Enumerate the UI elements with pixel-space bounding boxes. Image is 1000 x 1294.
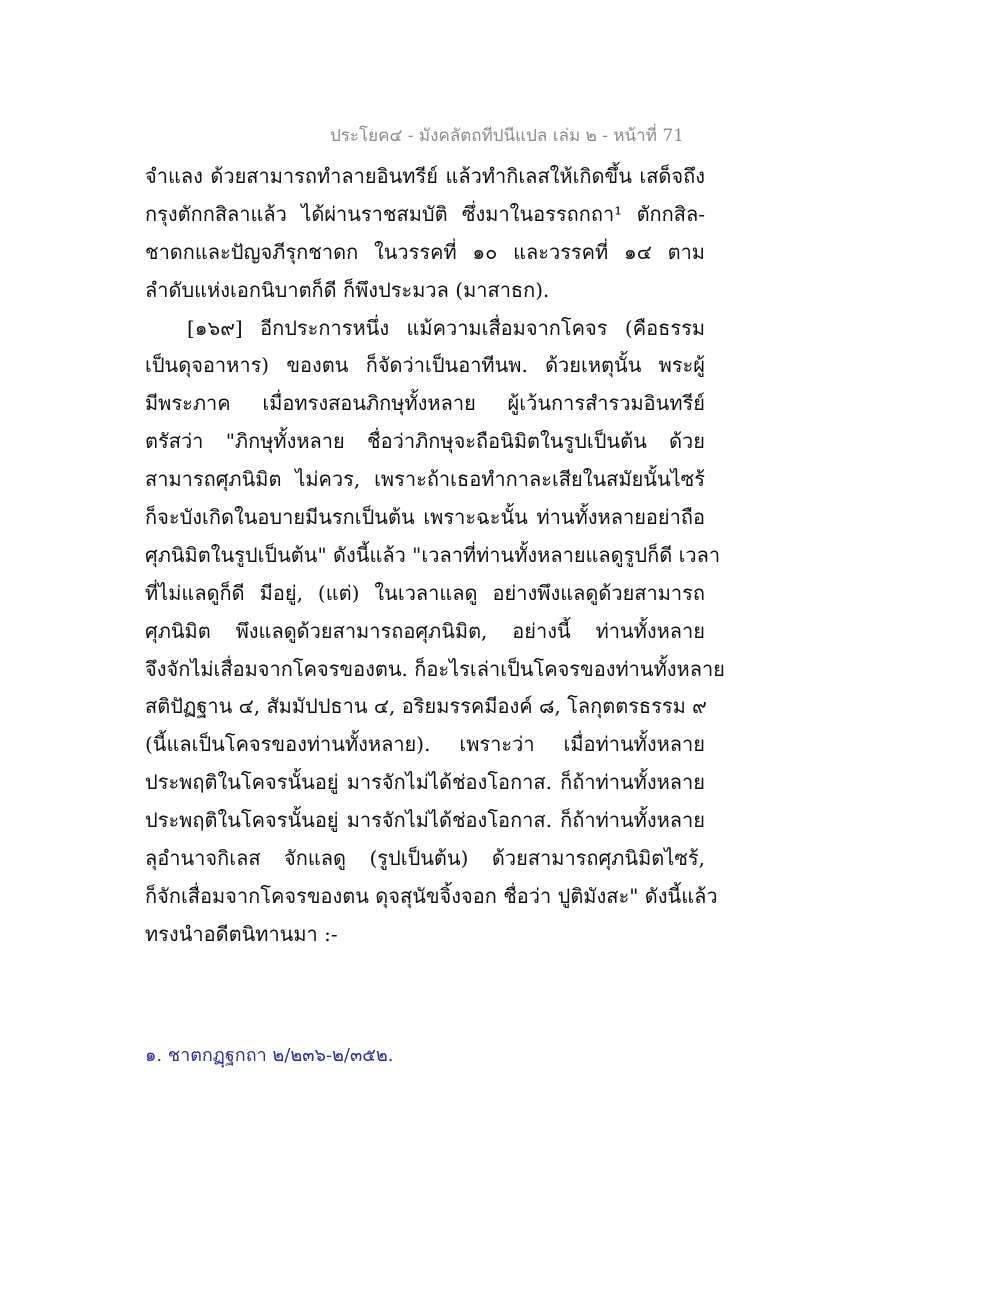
text-line: มีพระภาค เมื่อทรงสอนภิกษุทั้งหลาย ผู้เว้นการสำรวมอินทรีย์ bbox=[145, 391, 705, 416]
text-line: ก็จักเสื่อมจากโคจรของตน ดุจสุนัขจิ้งจอก ชื่อว่า ปูติมังสะ" ดังนี้แล้ว bbox=[145, 883, 718, 908]
text-line: (นี้แลเป็นโคจรของท่านทั้งหลาย). เพราะว่า เมื่อท่านทั้งหลาย bbox=[145, 732, 705, 757]
text-line: สามารถศุภนิมิต ไม่ควร, เพราะถ้าเธอทำกาละเสียในสมัยนั้นไซร้ bbox=[145, 467, 705, 492]
text-line: เป็นดุจอาหาร) ของตน ก็จัดว่าเป็นอาทีนพ. ด้วยเหตุนั้น พระผู้ bbox=[145, 353, 705, 378]
text-line: ทรงนำอดีตนิทานมา :- bbox=[145, 921, 338, 946]
text-line: ศุภนิมิต พึงแลดูด้วยสามารถอศุภนิมิต, อย่างนี้ ท่านทั้งหลาย bbox=[145, 618, 705, 643]
text-line: จึงจักไม่เสื่อมจากโคจรของตน. ก็อะไรเล่าเป็นโคจรของท่านทั้งหลาย bbox=[145, 656, 725, 681]
text-line: ที่ไม่แลดูก็ดี มีอยู่, (แต่) ในเวลาแลดู อย่างพึงแลดูด้วยสามารถ bbox=[145, 580, 705, 605]
text-line: ชาดกและปัญจภีรุกชาดก ในวรรคที่ ๑๐ และวรรคที่ ๑๔ ตาม bbox=[145, 239, 705, 264]
text-line: ประพฤติในโคจรนั้นอยู่ มารจักไม่ได้ช่องโอกาส. ก็ถ้าท่านทั้งหลาย bbox=[145, 808, 705, 833]
footnote: ๑. ชาตกฏฺฐกถา ๒/๒๓๖-๒/๓๕๒. bbox=[145, 1045, 394, 1066]
text-line: ตรัสว่า "ภิกษุทั้งหลาย ชื่อว่าภิกษุจะถือนิมิตในรูปเป็นต้น ด้วย bbox=[145, 429, 705, 454]
text-line: ประพฤติในโคจรนั้นอยู่ มารจักไม่ได้ช่องโอกาส. ก็ถ้าท่านทั้งหลาย bbox=[145, 770, 705, 795]
paragraph-start-line: [๑๖๙] อีกประการหนึ่ง แม้ความเสื่อมจากโคจร (คือธรรม bbox=[187, 315, 705, 340]
text-line: ก็จะบังเกิดในอบายมีนรกเป็นต้น เพราะฉะนั้น ท่านทั้งหลายอย่าถือ bbox=[145, 505, 705, 530]
text-line: ลุอำนาจกิเลส จักแลดู (รูปเป็นต้น) ด้วยสามารถศุภนิมิตไซร้, bbox=[145, 846, 705, 871]
text-line: จำแลง ด้วยสามารถทำลายอินทรีย์ แล้วทำกิเลสให้เกิดขึ้น เสด็จถึง bbox=[145, 164, 705, 188]
text-line: กรุงตักกสิลาแล้ว ได้ผ่านราชสมบัติ ซึ่งมาในอรรถกถา¹ ตักกสิล- bbox=[145, 201, 705, 226]
text-line: ลำดับแห่งเอกนิบาตก็ดี ก็พึงประมวล (มาสาธก). bbox=[145, 277, 550, 302]
body-text bbox=[145, 158, 725, 954]
text-line: ศุภนิมิตในรูปเป็นต้น" ดังนี้แล้ว "เวลาที่ท่านทั้งหลายแลดูรูปก็ดี เวลา bbox=[145, 542, 721, 567]
text-line: สติปัฏฐาน ๔, สัมมัปปธาน ๔, อริยมรรคมีองค์ ๘, โลกุตตรธรรม ๙ bbox=[145, 694, 707, 719]
page-header: ประโยค๔ - มังคลัตถทีปนีแปล เล่ม ๒ - หน้าที่ 71 bbox=[330, 126, 684, 146]
